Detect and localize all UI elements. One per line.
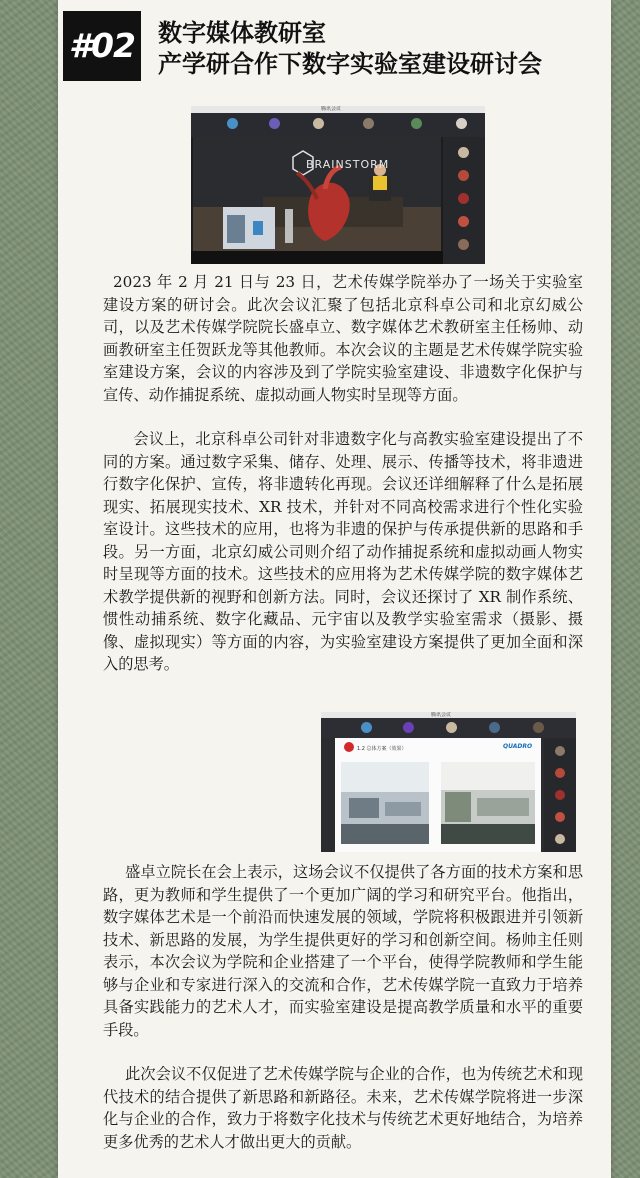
window-title-bar [191,106,485,113]
page-title [158,18,608,80]
title-line-1: 数字媒体教研室 [158,19,326,47]
participant-avatar [458,170,469,181]
participant-avatar [403,722,414,733]
participant-avatar [489,722,500,733]
participant-avatar [555,834,565,844]
participant-avatar [555,746,565,756]
paragraph-3 [103,861,583,1041]
participant-avatar [533,722,544,733]
participant-avatar [555,768,565,778]
window-title: 腾讯会议 [321,106,342,112]
stage-illustration [193,137,441,251]
paragraph-2 [103,428,583,676]
paragraph-4-text: 此次会议不仅促进了艺术传媒学院与企业的合作，也为传统艺术和现代技术的结合提供了新思路和新路径。未来，艺术传媒学院将进一步深化与企业的合作，致力于将数字化技术与传统艺术更好地结合，为培养更多优秀的艺术人才做出更大的贡献。 [103,1065,583,1151]
emblem-icon [344,742,354,752]
paragraph-1-text: 2023 年 2 月 21 日与 23 日，艺术传媒学院举办了一场关于实验室建设方案的研讨会。此次会议汇聚了包括北京科卓公司和北京幻威公司，以及艺术传媒学院院长盛卓立、数字媒体艺术教研室主任杨帅、动画教研室主任贺跃龙等其他教师。本次会议的主题是艺术传媒学院实验室建设方案，会议的内容涉及到了学院实验室建设、非遗数字化保护与宣传、动作捕捉系统、虚拟动画人物实时呈现等方面。 [103,273,583,404]
section-number-tag: #02 [63,11,141,81]
participant-sidebar [544,738,576,852]
shared-slide [335,738,541,852]
slide-illustration [335,738,541,852]
title-line-2: 产学研合作下数字实验室建设研讨会 [158,50,542,78]
participant-avatar [458,193,469,204]
paragraph-1 [103,271,583,406]
meeting-screenshot-2 [321,712,576,852]
paragraph-2-text: 会议上，北京科卓公司针对非遗数字化与高教实验室建设提出了不同的方案。通过数字采集、储存、处理、展示、传播等技术，将非遗进行数字化保护、宣传，将非遗转化再现。会议还详细解释了什么是拓展现实、拓展现实技术、XR 技术，并针对不同高校需求进行个性化实验室设计。这些技术的应用，也将为非遗的保护与传承提供新的思路和手段。另一方面，北京幻威公司则介绍了动作捕捉系统和虚拟动画人物实时呈现等方面的技术。这些技术的应用将为艺术传媒学院的数字媒体艺术教学提供新的视野和创新方法。同时，会议还探讨了 XR 制作系统、惯性动捕系统、数字化藏品、元宇宙以及教学实验室需求（摄影、摄像、虚拟现实）等方面的内容，为实验室建设方案提供了更加全面和深入的思考。 [103,430,583,673]
participant-sidebar [443,137,485,264]
paragraph-3-text: 盛卓立院长在会上表示，这场会议不仅提供了各方面的技术方案和思路，更为教师和学生提供了一个更加广阔的学习和研究平台。他指出，数字媒体艺术是一个前沿而快速发展的领域，学院将积极跟进并引领新技术、新思路的发展，为学生提供更好的学习和创新空间。杨帅主任则表示，本次会议为学院和企业搭建了一个平台，使得学院教师和学生能够与企业和专家进行深入的交流和合作，艺术传媒学院一直致力于培养具备实践能力的艺术人才，而实验室建设是提高教学质量和水平的重要手段。 [103,863,583,1039]
participant-avatar [555,790,565,800]
participant-avatar [227,118,238,129]
slide-brand: QUADRO [503,743,533,750]
participant-avatar [363,118,374,129]
brainstorm-logo-text: BRAINSTORM [306,158,390,171]
participant-avatar [361,722,372,733]
meeting-toolbar [191,251,443,264]
participant-avatar [458,239,469,250]
participant-avatar [458,216,469,227]
paragraph-4 [103,1063,583,1153]
participant-avatar [446,722,457,733]
shared-video-stage [193,137,441,251]
participant-avatar [555,812,565,822]
participant-avatar [458,147,469,158]
participant-strip [321,718,576,738]
participant-avatar [456,118,467,129]
window-title: 腾讯会议 [431,712,452,718]
participant-strip [191,113,485,137]
participant-avatar [313,118,324,129]
slide-heading: 1.2 总体方案（效果） [357,746,407,752]
meeting-screenshot-1 [191,106,485,264]
participant-avatar [411,118,422,129]
participant-avatar [269,118,280,129]
